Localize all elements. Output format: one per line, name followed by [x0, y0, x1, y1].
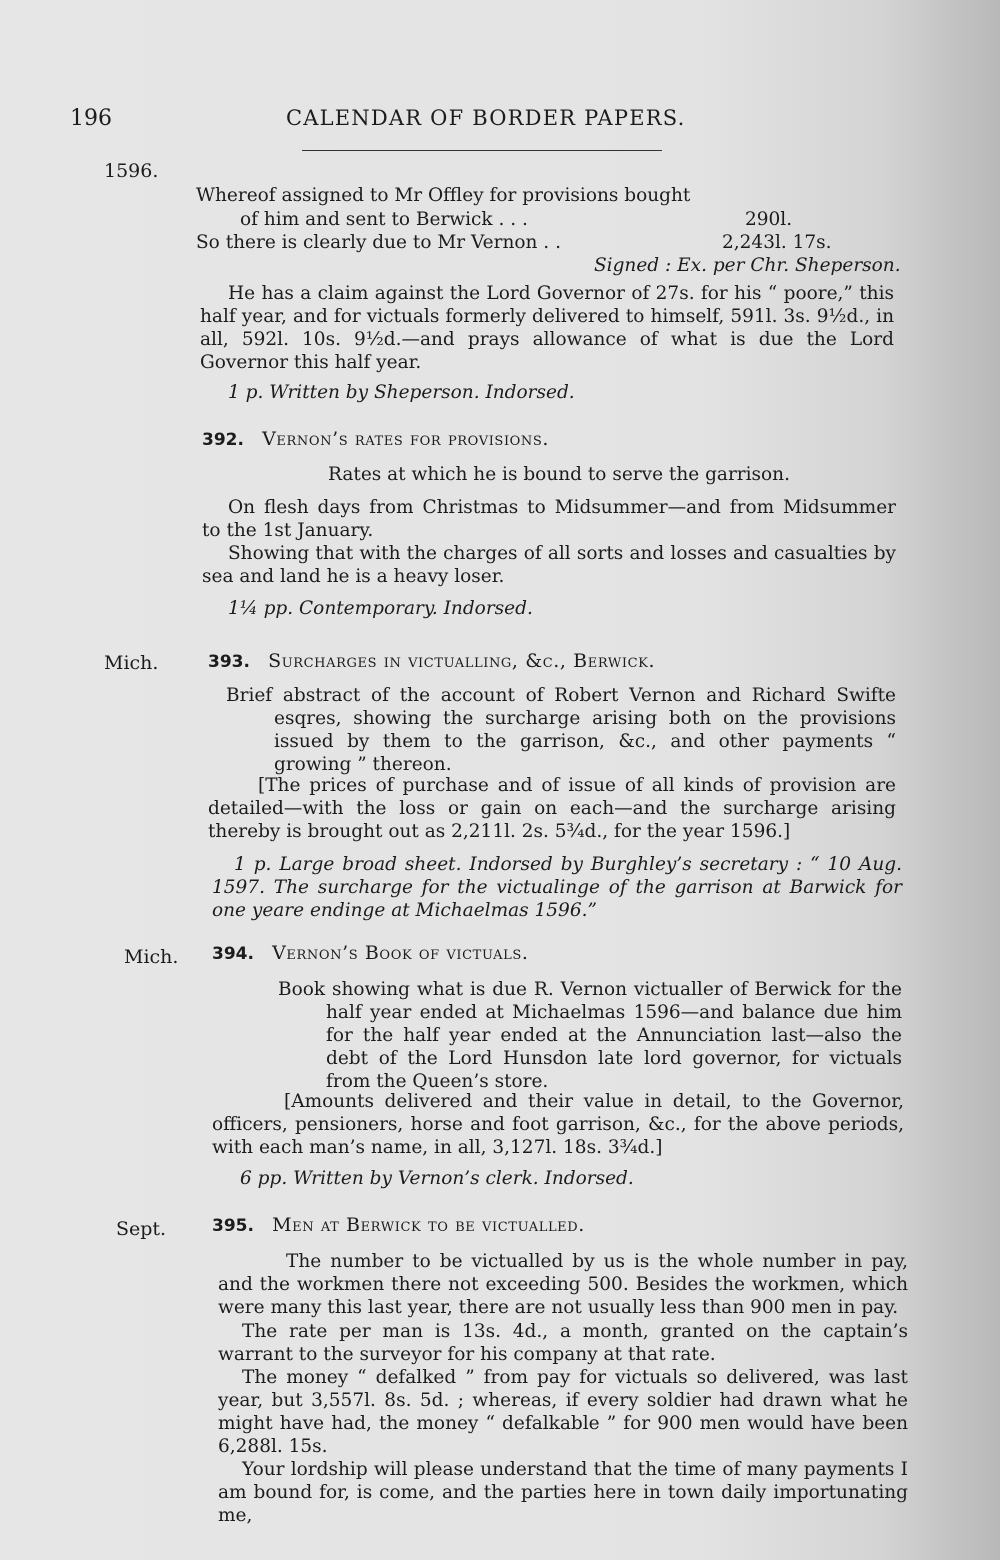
assign-line-1: Whereof assigned to Mr Offley for provisions bought	[196, 185, 691, 206]
assign-amount-2: 290l.	[745, 209, 793, 230]
header-rule	[302, 150, 662, 151]
entry-393-number: 393.	[208, 652, 250, 672]
entry-393-heading	[208, 650, 655, 672]
entry-395-para-1: The number to be victualled by us is the whole number in pay, and the workmen there not exceeding 500. Besides the workmen, which were many this last year, there are not usually less than 900 men in pay.	[218, 1251, 908, 1318]
entry-394-heading	[212, 942, 528, 964]
entry-394-margin: Mich.	[124, 946, 179, 968]
entry-395-para-2: The rate per man is 13s. 4d., a month, granted on the captain’s warrant to the surveyor for his company at that rate.	[218, 1321, 908, 1365]
entry-393-title: Surcharges in victualling, &c., Berwick.	[268, 650, 656, 672]
entry-394-detail: [Amounts delivered and their value in detail, to the Governor, officers, pensioners, horse and foot garrison, &c., for the above periods, with each man’s name, in all, 3,127l. 18s. 3¾d.]	[212, 1091, 904, 1158]
entry-392-number: 392.	[202, 430, 244, 450]
entry-395-title: Men at Berwick to be victualled.	[272, 1214, 585, 1236]
entry-394-abstract: Book showing what is due R. Vernon victualler of Berwick for the half year ended at Michaelmas 1596—and balance due him for the half year ended at the Annunciation last—also the debt of the Lord Hunsdon late lord governor, for victuals from the Queen’s store.	[278, 979, 902, 1092]
entry-392-summary: Rates at which he is bound to serve the garrison.	[328, 464, 790, 485]
page-header	[0, 106, 1000, 146]
entry-394-title: Vernon’s Book of victuals.	[272, 942, 529, 964]
assign-line-3: So there is clearly due to Mr Vernon . .	[196, 232, 561, 253]
entry-395-heading	[212, 1214, 585, 1236]
entry-392-para-1: On flesh days from Christmas to Midsummer—and from Midsummer to the 1st January.	[202, 497, 896, 541]
entry-395-number: 395.	[212, 1216, 254, 1236]
assign-amount-3: 2,243l. 17s.	[722, 232, 832, 253]
page-number: 196	[70, 106, 112, 131]
entry-392-heading	[202, 428, 549, 450]
entry-393-abstract: Brief abstract of the account of Robert Vernon and Richard Swifte esqres, showing the surcharge arising both on the provisions issued by them to the garrison, &c., and other payments “ growing ” thereon.	[226, 685, 896, 775]
claim-paragraph: He has a claim against the Lord Governor of 27s. for his “ poore,” this half year, and for victuals formerly delivered to himself, 591l. 3s. 9½d., in all, 592l. 10s. 9½d.—and prays allowance of what is due the Lord Governor this half year.	[200, 283, 894, 373]
running-title: CALENDAR OF BORDER PAPERS.	[286, 106, 686, 130]
assign-line-2: of him and sent to Berwick . . .	[240, 209, 528, 230]
margin-year: 1596.	[104, 160, 159, 182]
entry-392-title: Vernon’s rates for provisions.	[262, 428, 550, 450]
signed-line: Signed : Ex. per Chr. Sheperson.	[594, 255, 901, 276]
entry-395-para-3: The money “ defalked ” from pay for victuals so delivered, was last year, but 3,557l. 8s. 5d. ; whereas, if every soldier had drawn what he might have had, the money “ defalkable ” for 900 men would have been 6,288l. 15s.	[218, 1367, 908, 1457]
entry-393-margin: Mich.	[104, 652, 159, 674]
entry-395-margin: Sept.	[116, 1218, 167, 1240]
entry-392-note: 1¼ pp. Contemporary. Indorsed.	[228, 598, 533, 619]
entry-393-detail: [The prices of purchase and of issue of all kinds of provision are detailed—with the loss or gain on each—and the surcharge arising thereby is brought out as 2,211l. 2s. 5¾d., for the year 1596.]	[208, 775, 896, 842]
entry-394-number: 394.	[212, 944, 254, 964]
opening-note: 1 p. Written by Sheperson. Indorsed.	[228, 382, 575, 403]
entry-393-note: 1 p. Large broad sheet. Indorsed by Burghley’s secretary : “ 10 Aug. 1597. The surcharge for the victualinge of the garrison at Barwick for one yeare endinge at Michaelmas 1596.”	[212, 854, 902, 921]
entry-394-note: 6 pp. Written by Vernon’s clerk. Indorsed.	[240, 1168, 634, 1189]
entry-395-para-4: Your lordship will please understand that the time of many payments I am bound for, is come, and the parties here in town daily importunating me,	[218, 1459, 908, 1526]
entry-392-para-2: Showing that with the charges of all sorts and losses and casualties by sea and land he is a heavy loser.	[202, 543, 896, 587]
